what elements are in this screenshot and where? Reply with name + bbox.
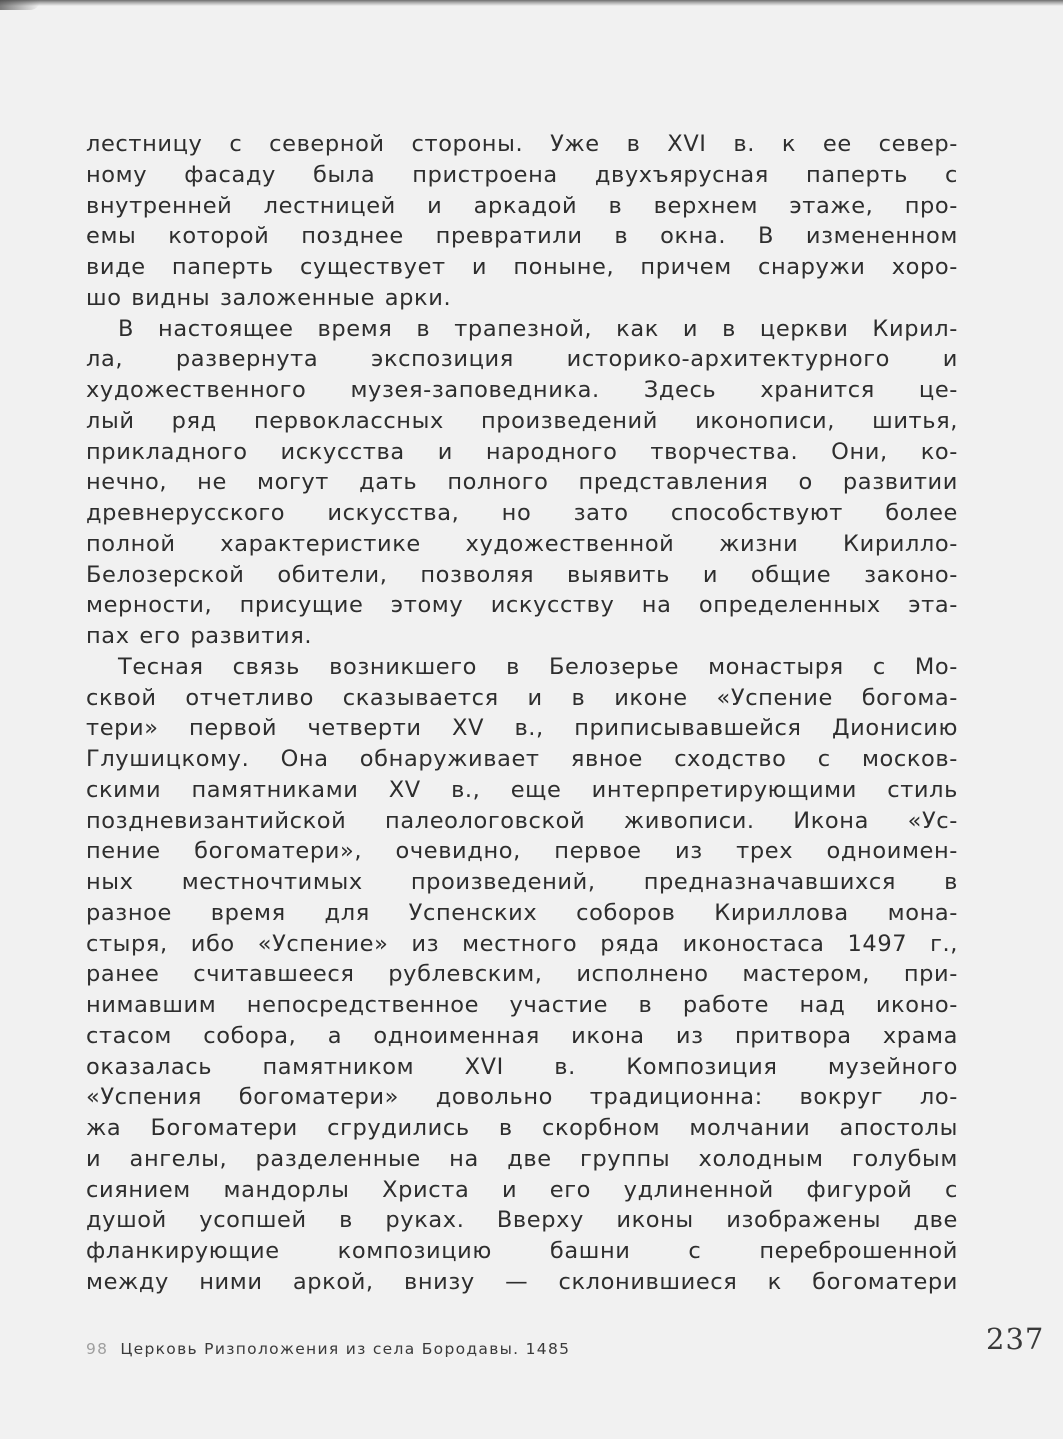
text-line: мерности, присущие этому искусству на определенных эта-: [86, 592, 958, 619]
text-line: и ангелы, разделенные на две группы холодным голубым: [86, 1145, 958, 1172]
text-line: ных местночтимых произведений, предназначавшихся в: [86, 869, 958, 895]
text-line: лестницу с северной стороны. Уже в XVI в. к ее север-: [86, 131, 958, 157]
text-line: разное время для Успенских соборов Кириллова мона-: [86, 899, 958, 926]
text-line: виде паперть существует и поныне, причем снаружи хоро-: [86, 254, 958, 280]
text-line: душой усопшей в руках. Вверху иконы изображены две: [86, 1207, 958, 1234]
text-line: фланкирующие композицию башни с переброшенной: [86, 1238, 958, 1264]
text-line: жа Богоматери сгрудились в скорбном молчании апостолы: [86, 1115, 958, 1141]
figure-caption-text: Церковь Ризположения из села Бородавы. 1485: [120, 1340, 571, 1358]
text-line: «Успения богоматери» довольно традиционна: вокруг ло-: [86, 1084, 958, 1111]
text-line: пах его развития.: [86, 623, 313, 649]
text-line: лый ряд первоклассных произведений иконописи, шитья,: [86, 407, 958, 434]
text-line: скими памятниками XV в., еще интерпретирующими стиль: [86, 776, 958, 803]
text-line: тери» первой четверти XV в., приписывавшейся Дионисию: [86, 715, 958, 742]
text-line: ранее считавшееся рублевским, исполнено мастером, при-: [86, 961, 958, 988]
text-line: сквой отчетливо сказывается и в иконе «Успение богома-: [86, 684, 958, 711]
text-line: Тесная связь возникшего в Белозерье монастыря с Мо-: [118, 653, 958, 680]
text-line: нечно, не могут дать полного представления о развитии: [86, 469, 958, 496]
text-line: поздневизантийской палеологовской живописи. Икона «Ус-: [86, 807, 958, 834]
page-body-text: [86, 129, 958, 1298]
text-line: художественного музея-заповедника. Здесь хранится це-: [86, 377, 958, 403]
text-line: Белозерской обители, позволяя выявить и общие законо-: [86, 561, 958, 588]
text-line: стасом собора, а одноименная икона из притвора храма: [86, 1022, 958, 1049]
text-line: стыря, ибо «Успение» из местного ряда иконостаса 1497 г.,: [86, 930, 958, 957]
text-line: внутренней лестницей и аркадой в верхнем этаже, про-: [86, 192, 958, 219]
paragraph: [86, 129, 958, 314]
text-line: между ними аркой, внизу — склонившиеся к богоматери: [86, 1268, 958, 1295]
figure-caption: [86, 1340, 570, 1358]
text-line: емы которой позднее превратили в окна. В измененном: [86, 223, 958, 250]
paragraph: [86, 314, 958, 652]
text-line: прикладного искусства и народного творчества. Они, ко-: [86, 438, 958, 465]
page-number: 237: [986, 1322, 1045, 1356]
paragraph: [86, 652, 958, 1298]
text-line: пение богоматери», очевидно, первое из трех одноимен-: [86, 838, 958, 865]
scan-corner-shadow: [0, 0, 40, 10]
scan-top-edge: [0, 0, 1063, 6]
text-line: ному фасаду была пристроена двухъярусная паперть с: [86, 161, 958, 188]
text-line: ла, развернута экспозиция историко-архитектурного и: [86, 346, 958, 373]
text-line: Глушицкому. Она обнаруживает явное сходство с москов-: [86, 746, 958, 772]
text-line: В настоящее время в трапезной, как и в церкви Кирил-: [118, 315, 958, 342]
text-line: древнерусского искусства, но зато способствуют более: [86, 500, 958, 526]
text-line: нимавшим непосредственное участие в работе над иконо-: [86, 992, 958, 1018]
figure-number: 98: [86, 1340, 109, 1358]
text-line: шо видны заложенные арки.: [86, 284, 452, 311]
text-line: сиянием мандорлы Христа и его удлиненной фигурой с: [86, 1176, 958, 1203]
text-line: оказалась памятником XVI в. Композиция музейного: [86, 1053, 958, 1080]
text-line: полной характеристике художественной жизни Кирилло-: [86, 530, 958, 557]
